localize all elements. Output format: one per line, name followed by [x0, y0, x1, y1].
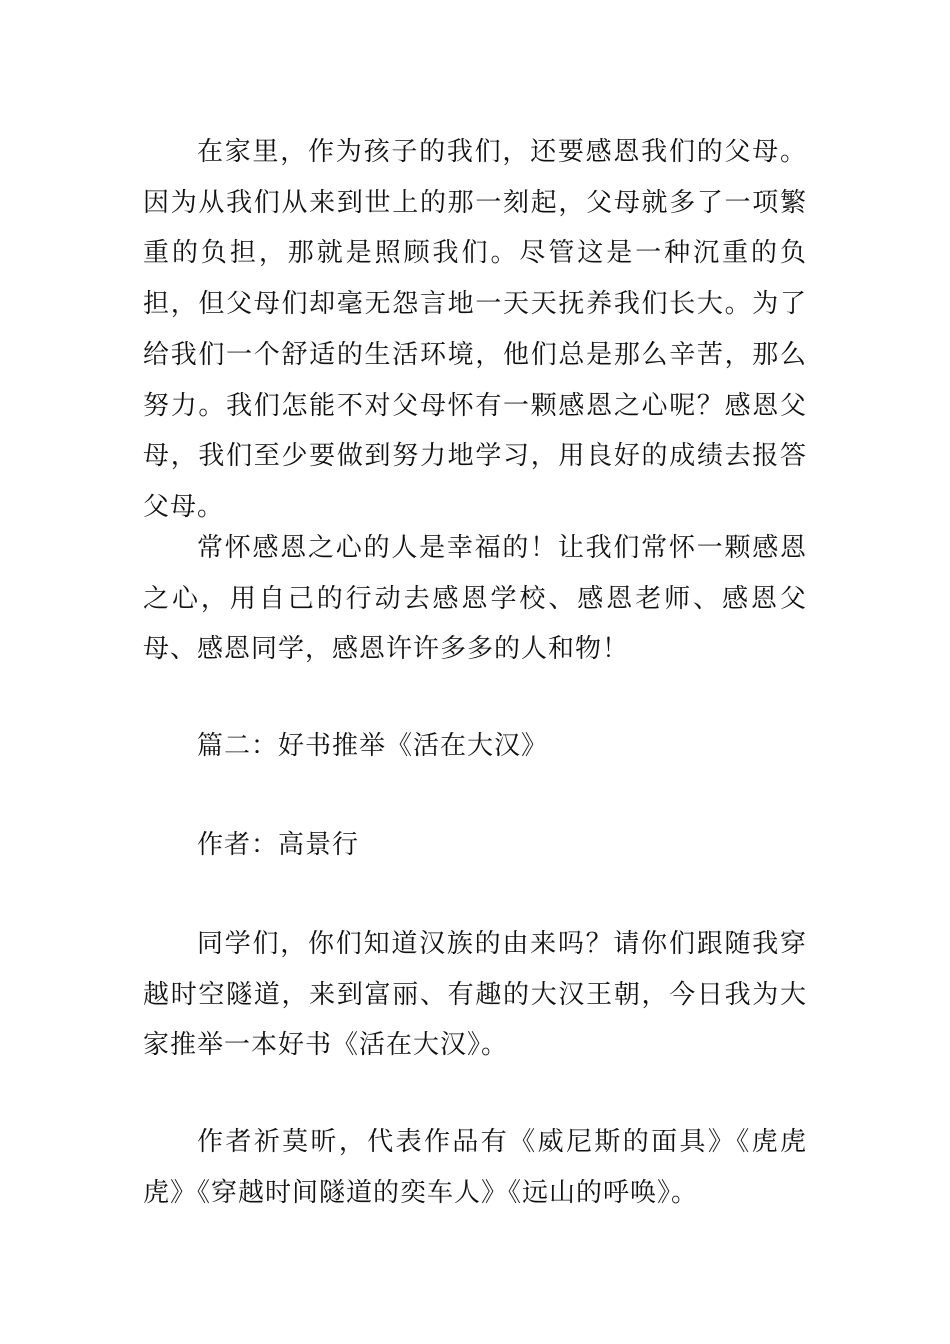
author-line: 作者：高景行 [197, 830, 360, 860]
paragraph-gratitude-conclusion: 常怀感恩之心的人是幸福的！让我们常怀一颗感恩之心，用自己的行动去感恩学校、感恩老师、感恩父母、感恩同学，感恩许许多多的人和物！ [143, 533, 807, 665]
paragraph-author-works: 作者祈莫昕，代表作品有《威尼斯的面具》《虎虎虎》《穿越时间隧道的奕车人》《远山的呼唤》。 [143, 1127, 807, 1208]
paragraph-book-intro: 同学们，你们知道汉族的由来吗？请你们跟随我穿越时空隧道，来到富丽、有趣的大汉王朝，今日我为大家推举一本好书《活在大汉》。 [143, 929, 807, 1061]
section-heading: 篇二：好书推举《活在大汉》 [197, 731, 549, 761]
paragraph-gratitude-parents: 在家里，作为孩子的我们，还要感恩我们的父母。因为从我们从来到世上的那一刻起，父母就多了一项繁重的负担，那就是照顾我们。尽管这是一种沉重的负担，但父母们却毫无怨言地一天天抚养我们长大。为了给我们一个舒适的生活环境，他们总是那么辛苦，那么努力。我们怎能不对父母怀有一颗感恩之心呢？感恩父母，我们至少要做到努力地学习，用良好的成绩去报答父母。 [143, 137, 807, 522]
